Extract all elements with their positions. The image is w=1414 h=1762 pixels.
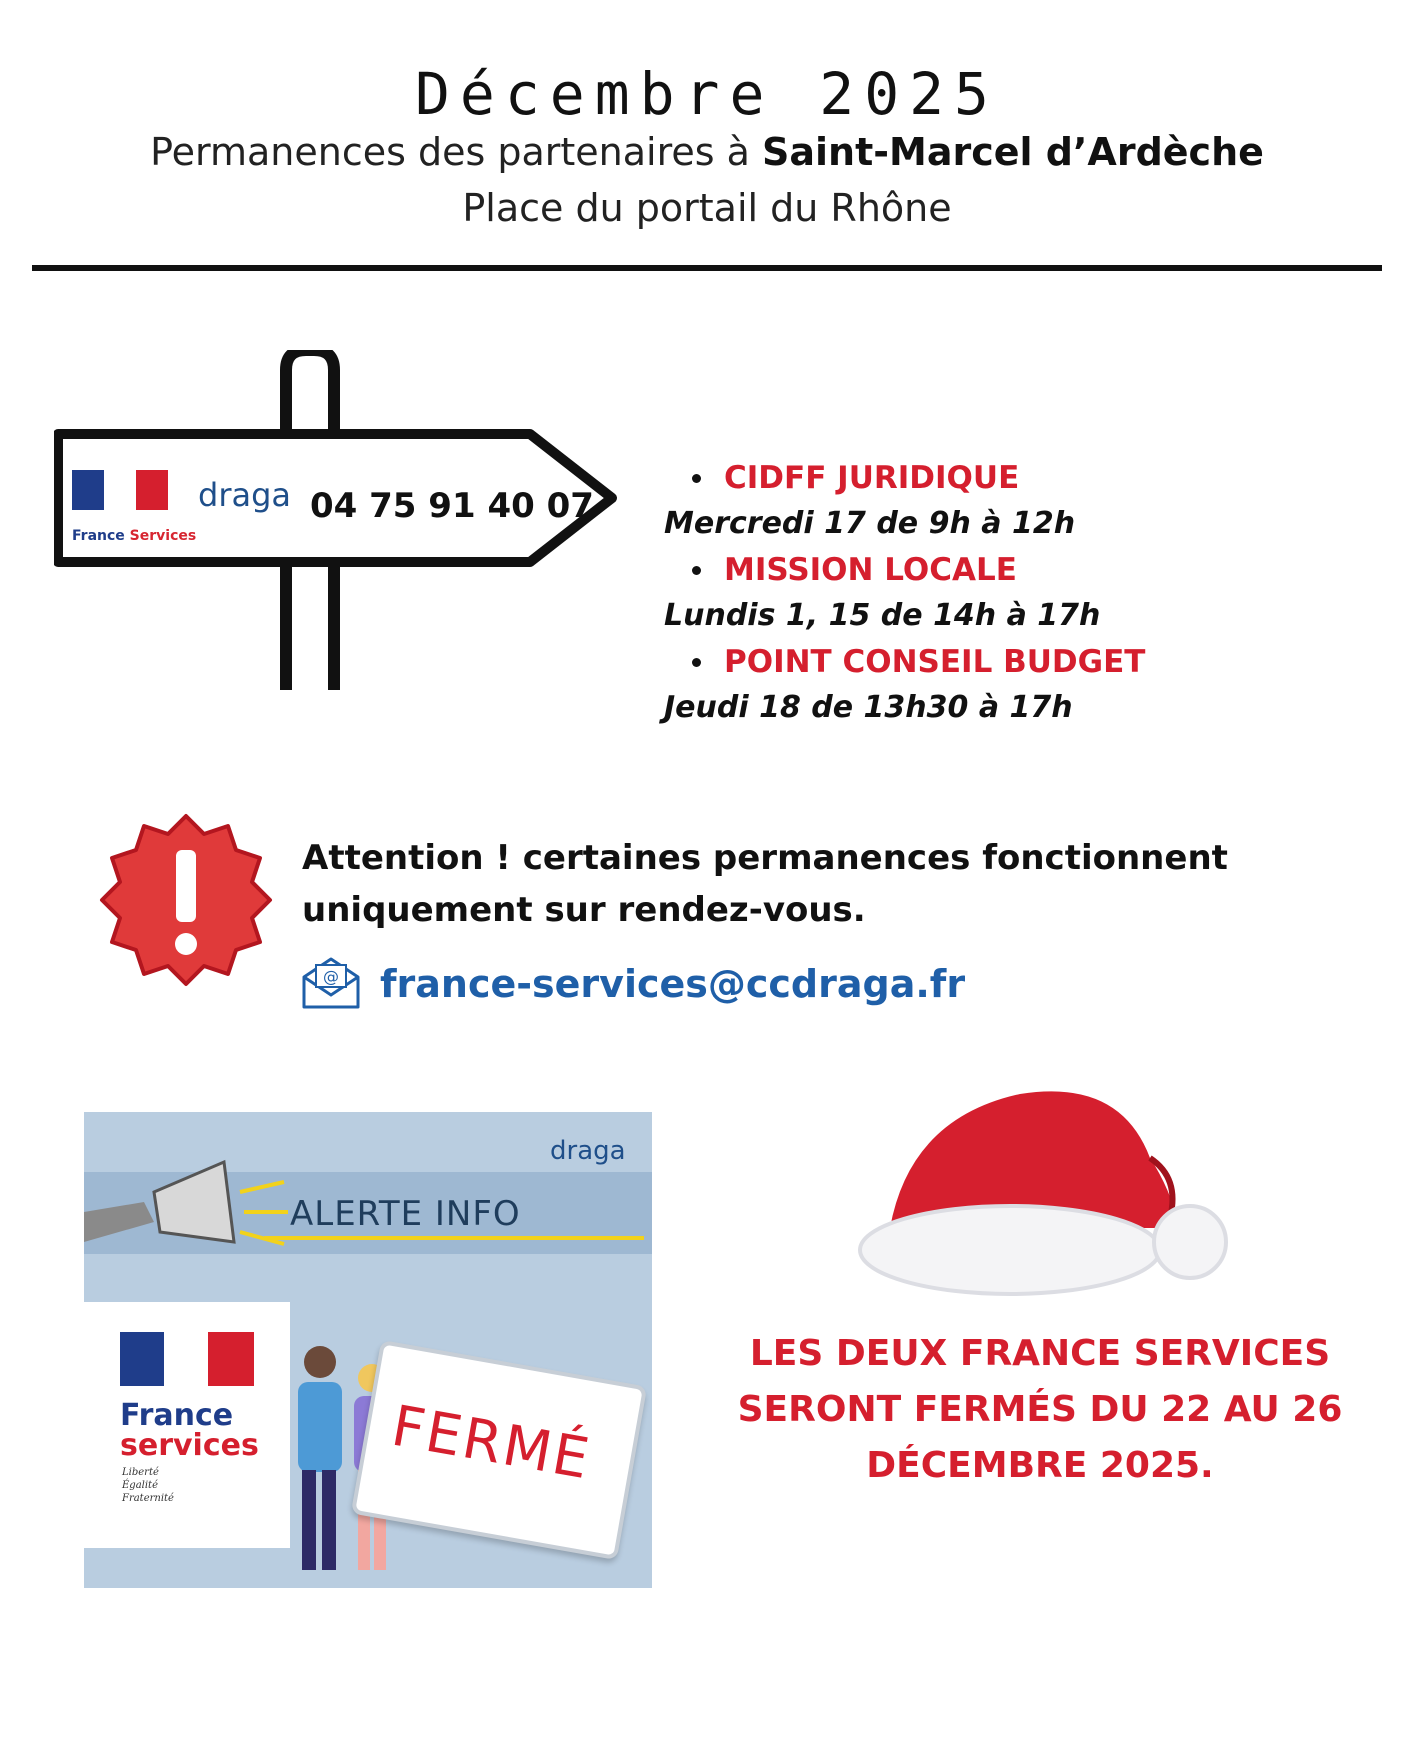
- megaphone-icon: [84, 1152, 290, 1262]
- draga-logo: draga: [550, 1136, 626, 1166]
- partner-list: [664, 456, 1384, 732]
- alert-title: ALERTE INFO: [290, 1194, 521, 1234]
- closure-line: DÉCEMBRE 2025.: [866, 1445, 1214, 1486]
- alert-info-card: [84, 1112, 652, 1588]
- page-title: Décembre 2025: [415, 60, 999, 128]
- alert-underline: [264, 1236, 644, 1240]
- phone-number: 04 75 91 40 07: [310, 486, 594, 526]
- email-link[interactable]: france-services@ccdraga.fr: [380, 962, 966, 1006]
- svg-text:@: @: [323, 967, 339, 986]
- partner-schedule: Jeudi 18 de 13h30 à 17h: [664, 690, 1073, 725]
- partner-name: CIDFF JURIDIQUE: [664, 456, 1384, 500]
- list-item: [664, 640, 1384, 732]
- partner-schedule: Lundis 1, 15 de 14h à 17h: [664, 598, 1101, 633]
- list-item: [664, 548, 1384, 640]
- partner-schedule: Mercredi 17 de 9h à 12h: [664, 506, 1076, 541]
- list-item: [664, 456, 1384, 548]
- france-services-line1: France: [120, 1398, 234, 1433]
- draga-logo: draga: [198, 476, 291, 514]
- subtitle-place: Saint-Marcel d’Ardèche: [762, 130, 1264, 174]
- partner-name: POINT CONSEIL BUDGET: [664, 640, 1384, 684]
- subtitle-prefix: Permanences des partenaires à: [150, 130, 763, 174]
- republic-motto: Liberté Égalité Fraternité: [122, 1467, 174, 1504]
- warning-icon: [96, 810, 276, 990]
- closure-line: SERONT FERMÉS DU 22 AU 26: [737, 1389, 1343, 1430]
- france-services-label: France Services: [72, 528, 197, 544]
- header-divider: [32, 265, 1382, 271]
- santa-hat-icon: [850, 1078, 1242, 1318]
- france-services-logo-icon: [72, 470, 168, 526]
- closure-notice: [700, 1326, 1380, 1494]
- france-services-line2: services: [120, 1428, 259, 1463]
- address: Place du portail du Rhône: [462, 186, 952, 230]
- closed-sign-text: FERMÉ: [386, 1393, 596, 1493]
- appointment-warning: Attention ! certaines permanences fonctionnent uniquement sur rendez-vous.: [302, 838, 1228, 930]
- closure-line: LES DEUX FRANCE SERVICES: [749, 1333, 1331, 1374]
- page-subtitle: [0, 128, 1414, 176]
- partner-name: MISSION LOCALE: [664, 548, 1384, 592]
- france-flag-icon: [120, 1332, 254, 1386]
- email-icon: [300, 955, 362, 1011]
